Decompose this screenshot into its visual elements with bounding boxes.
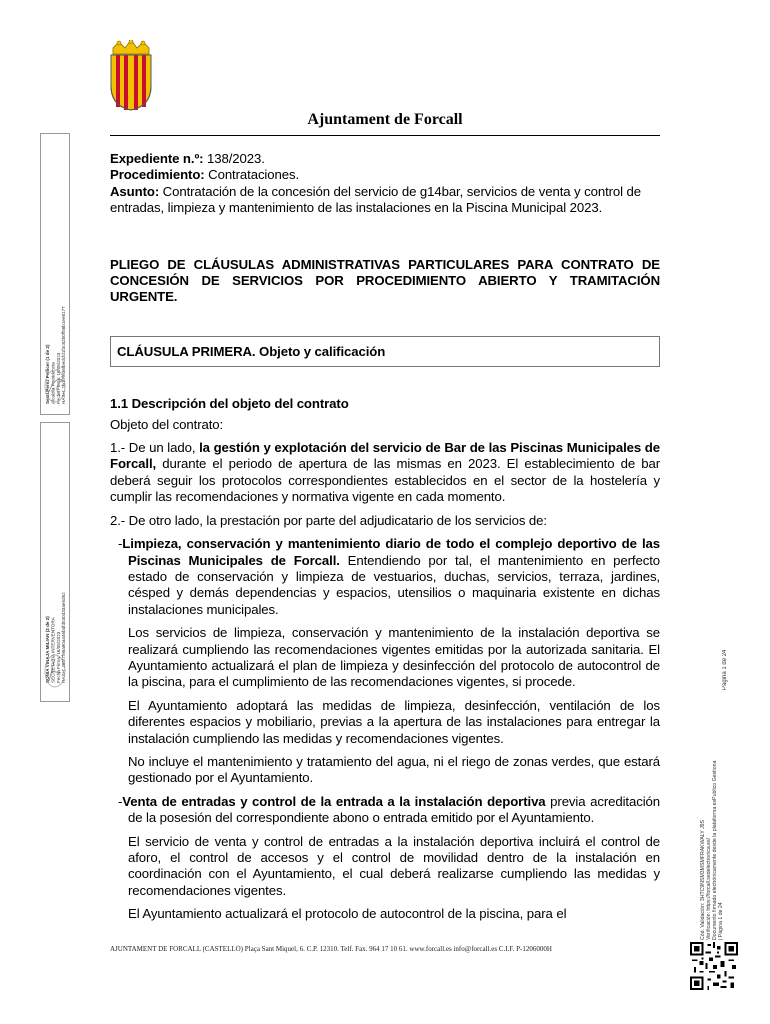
signer-name: Sesti Perez Pellicer (1 de 2)	[45, 344, 50, 404]
validation-code: Cód. Validación: 3HTC9NSM3MSMFRAKWALY J9S	[700, 819, 706, 940]
tickets-paragraph-3: El Ayuntamiento actualizará el protocolo de autocontrol de la piscina, para el	[128, 906, 567, 922]
municipal-crest-icon	[107, 40, 155, 112]
signer-role: Alcaldía Presidencia	[50, 362, 56, 404]
asunto-label: Asunto:	[110, 183, 160, 199]
paragraph-1-rest: durante el periodo de apertura de las mismas en 2023. El establecimiento de bar deberá seguir los protocolos correspondientes establecidos en el sector de la hostelería y cumplir las recomendaciones y normativa vigente en cada momento.	[110, 456, 660, 505]
tickets-paragraph-2: El servicio de venta y control de entradas a la instalación deportiva incluirá el control de aforo, el control de accesos y el control de movilidad dentro de la instalación en coordinación con el Ayuntamiento, el cual deberá realizarse cumpliendo las medidas y recomendaciones vigentes.	[128, 833, 660, 898]
cleaning-paragraph-3: El Ayuntamiento adoptará las medidas de limpieza, desinfección, ventilación de los diferentes espacios y mobiliario, previas a la apertura de las instalaciones para entregar la instalación cumpliendo las medidas y recomendaciones vigentes.	[128, 697, 660, 746]
qr-code-icon[interactable]	[690, 942, 738, 990]
signature-hash: HASH: 2bdf7fe36fbedcfd1f3c82b0ff58b1ee8177	[61, 306, 67, 404]
signed-document-note: Documento firmado electrónicamente desde la plataforma esPublico Gestiona | Página 1 de 24	[712, 760, 724, 940]
document-title: PLIEGO DE CLÁUSULAS ADMINISTRATIVAS PARTICULARES PARA CONTRATO DE CONCESIÓN DE SERVICIOS POR PROCEDIMIENTO ABIERTO Y TRAMITACIÓN URGENTE.	[110, 256, 660, 305]
file-metadata	[110, 151, 660, 217]
paragraph-1	[110, 440, 660, 506]
list-item-tickets-text: previa acreditación de la posesión del correspondiente abono o entrada emitido por el Ayuntamiento.	[128, 793, 661, 826]
signature-stamp-icon	[43, 366, 67, 406]
cleaning-paragraph-4: No incluye el mantenimiento y tratamiento del agua, ni el riego de zonas verdes, que estará gestionado por el Ayuntamiento.	[128, 753, 660, 786]
signature-stamp-icon	[43, 651, 67, 691]
signature-block-1	[40, 133, 70, 415]
page-number: Página 1 de 24	[722, 649, 728, 690]
expediente-value: 138/2023.	[203, 151, 265, 166]
header-divider	[110, 135, 660, 136]
signature-block-2	[40, 422, 70, 702]
object-label: Objeto del contrato:	[110, 416, 224, 432]
paragraph-1-prefix: 1.- De un lado,	[110, 440, 200, 456]
signer-name: SONIA VINAJA MILIAN (2 de 2)	[45, 616, 50, 683]
verification-url[interactable]: Verificación: https://forcall.sedelectronica.es/	[706, 837, 712, 940]
list-item-cleaning-text: Entendiendo por tal, el mantenimiento en perfecto estado de conservación y limpieza de vestuarios, duchas, servicios, terraza, jardines, césped y demás dependencias y espacios, utensilios o maquinaria existente en dichas instalaciones municipales.	[128, 552, 660, 617]
page-footer: AJUNTAMENT DE FORCALL (CASTELLÓ) Plaça Sant Miquel, 6. C.P. 12310. Telf. Fax. 964 17 10 61. www.forcall.es info@forcall.es C.I.F. P-1206000H	[110, 945, 552, 953]
asunto-value: Contratación de la concesión del servicio de g14bar, servicios de venta y control de entradas, limpieza y mantenimiento de las instalaciones en la Piscina Municipal 2023.	[110, 183, 642, 216]
list-item-cleaning: -Limpieza, conservación y mantenimiento diario de todo el complejo deportivo de las Piscinas Municipales de Forcall. Entendiendo por tal, el mantenimiento en perfecto estado de conservación y limpieza de vestuarios, duchas, servicios, terraza, jardines, césped y demás dependencias y espacios, utensilios o maquinaria existente en dichas instalaciones municipales.	[118, 536, 660, 617]
signature-date: Fecha Firma: 16/05/2023	[55, 352, 61, 404]
list-item-tickets: -Venta de entradas y control de la entrada a la instalación deportiva previa acreditación de la posesión del correspondiente abono o entrada emitido por el Ayuntamiento.	[118, 793, 661, 826]
list-item-tickets-title: Venta de entradas y control de la entrada a la instalación deportiva	[122, 793, 546, 809]
clause-heading: CLÁUSULA PRIMERA. Objeto y calificación	[110, 336, 660, 367]
expediente-label: Expediente n.º:	[110, 151, 204, 166]
signature-date: Fecha Firma: 16/05/2023	[55, 631, 61, 683]
validation-info	[700, 760, 724, 940]
section-heading: 1.1 Descripción del objeto del contrato	[110, 396, 349, 412]
signature-hash: HASH: 485f7f98a90a446bdfd530d33ae5d52	[61, 592, 67, 683]
cleaning-paragraph-2: Los servicios de limpieza, conservación y mantenimiento de la instalación deportiva se realizará cumpliendo las recomendaciones vigentes emitidas por la autorizada sanitaria. El Ayuntamiento actualizará el plan de limpieza y desinfección del protocolo de autocontrol de la piscina, para el cumplimiento de las recomendaciones vigentes, si procede.	[128, 625, 660, 690]
document-body	[110, 151, 660, 923]
organization-title: Ajuntament de Forcall	[307, 111, 463, 128]
list-item-cleaning-title: Limpieza, conservación y mantenimiento diario de todo el complejo deportivo de las Piscinas Municipales de Forcall.	[122, 536, 660, 568]
signer-role: SECRETARIA INTERVENTORA	[50, 617, 56, 683]
paragraph-1-bold: la gestión y explotación del servicio de Bar de las Piscinas Municipales de Forcall,	[110, 440, 660, 472]
procedimiento-label: Procedimiento:	[110, 167, 205, 183]
procedimiento-value: Contrataciones.	[204, 167, 300, 183]
paragraph-2: 2.- De otro lado, la prestación por parte del adjudicatario de los servicios de:	[110, 512, 547, 528]
